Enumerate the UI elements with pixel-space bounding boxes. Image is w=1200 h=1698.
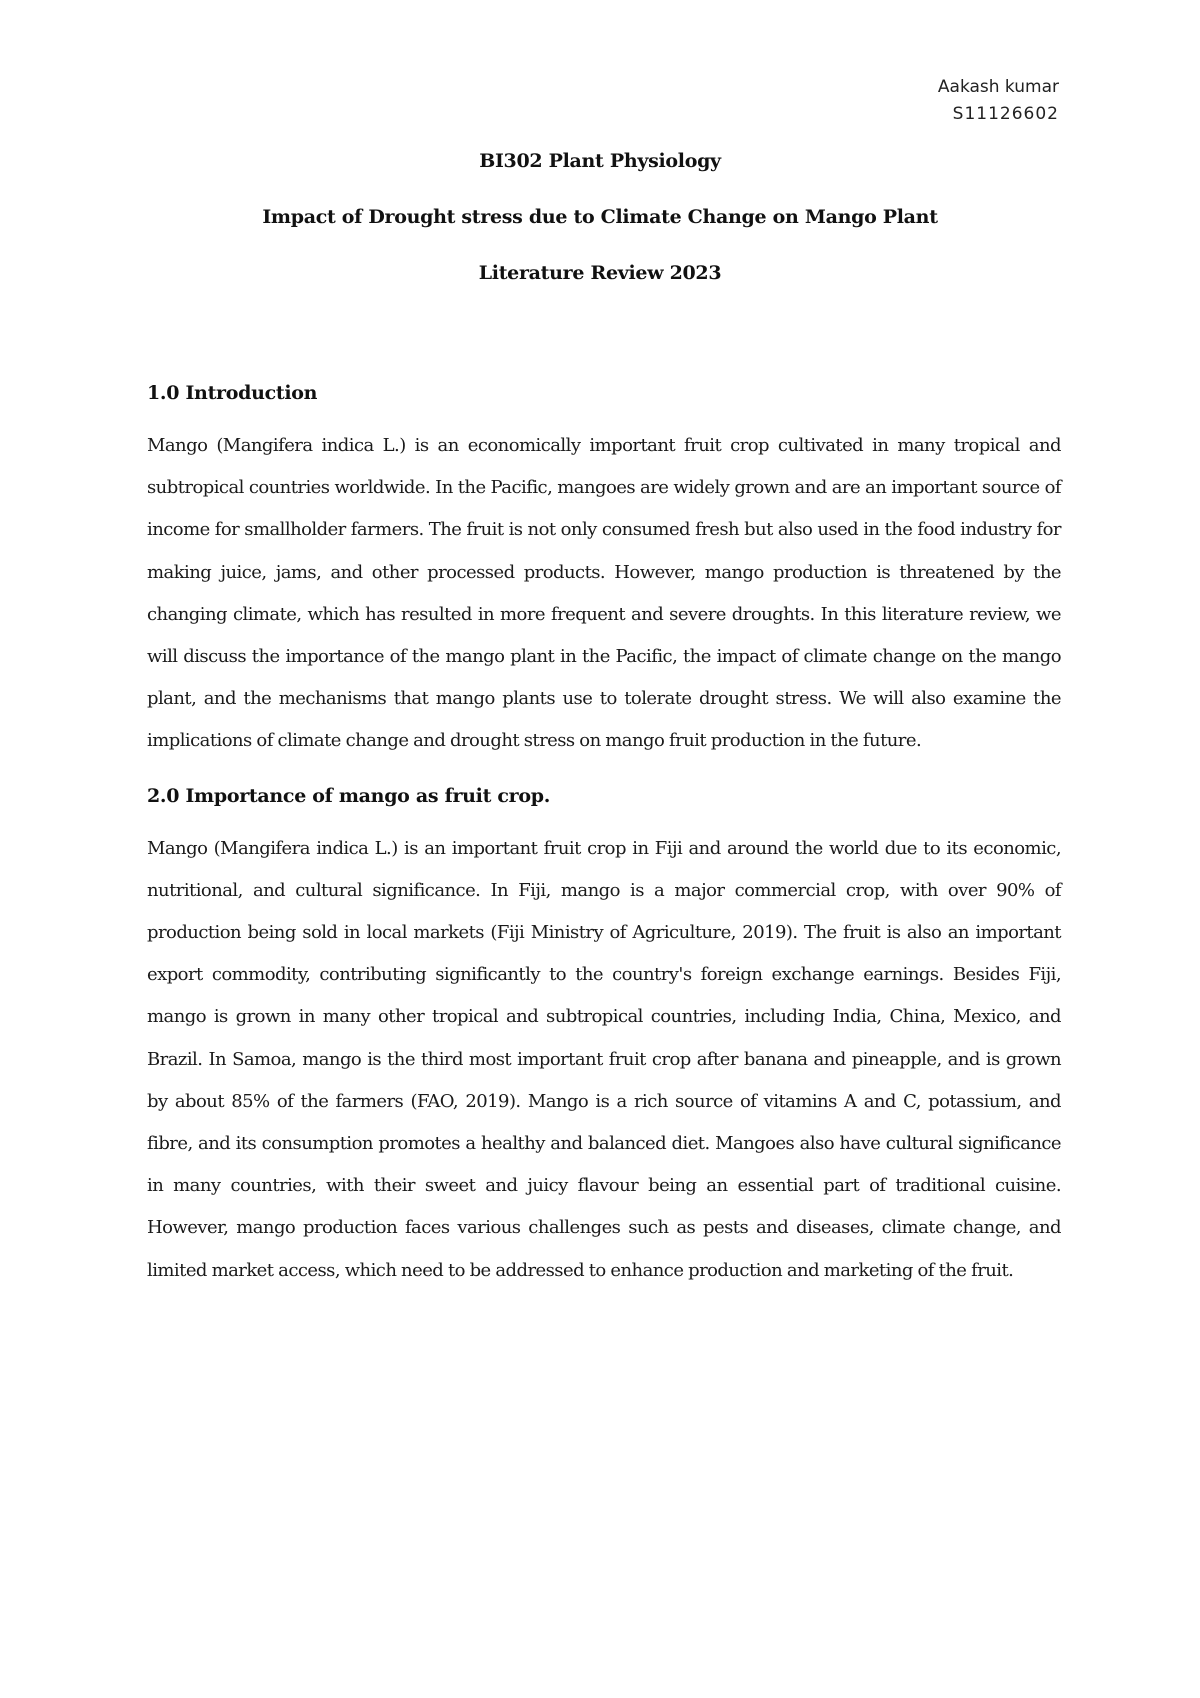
course-title: BI302 Plant Physiology <box>479 150 721 172</box>
title-block <box>0 146 1200 314</box>
author-block <box>938 74 1059 128</box>
author-name: Aakash kumar <box>937 77 1059 97</box>
section-heading-importance: 2.0 Importance of mango as fruit crop. <box>147 784 551 807</box>
section-paragraph-importance: Mango (Mangifera indica L.) is an important fruit crop in Fiji and around the world due to its economic, nutritional, and cultural significance. In Fiji, mango is a major commercial crop, with over 90% of production being sold in local markets (Fiji Ministry of Agriculture, 2019). The fruit is also an important export commodity, contributing significantly to the country's foreign exchange earnings. Besides Fiji, mango is grown in many other tropical and subtropical countries, including India, China, Mexico, and Brazil. In Samoa, mango is the third most important fruit crop after banana and pineapple, and is grown by about 85% of the farmers (FAO, 2019). Mango is a rich source of vitamins A and C, potassium, and fibre, and its consumption promotes a healthy and balanced diet. Mangoes also have cultural significance in many countries, with their sweet and juicy flavour being an essential part of traditional cuisine. However, mango production faces various challenges such as pests and diseases, climate change, and limited market access, which need to be addressed to enhance production and marketing of the fruit. <box>147 837 1061 1281</box>
document-body <box>147 378 1061 1292</box>
section-heading-introduction: 1.0 Introduction <box>147 382 318 404</box>
student-id: S11126602 <box>952 104 1059 124</box>
section-paragraph-introduction: Mango (Mangifera indica L.) is an economically important fruit crop cultivated in many tropical and subtropical countries worldwide. In the Pacific, mangoes are widely grown and are an important source of income for smallholder farmers. The fruit is not only consumed fresh but also used in the food industry for making juice, jams, and other processed products. However, mango production is threatened by the changing climate, which has resulted in more frequent and severe droughts. In this literature review, we will discuss the importance of the mango plant in the Pacific, the impact of climate change on the mango plant, and the mechanisms that mango plants use to tolerate drought stress. We will also examine the implications of climate change and drought stress on mango fruit production in the future. <box>147 435 1061 752</box>
topic-title: Impact of Drought stress due to Climate Change on Mango Plant <box>262 206 938 228</box>
document-subtitle: Literature Review 2023 <box>478 262 722 284</box>
